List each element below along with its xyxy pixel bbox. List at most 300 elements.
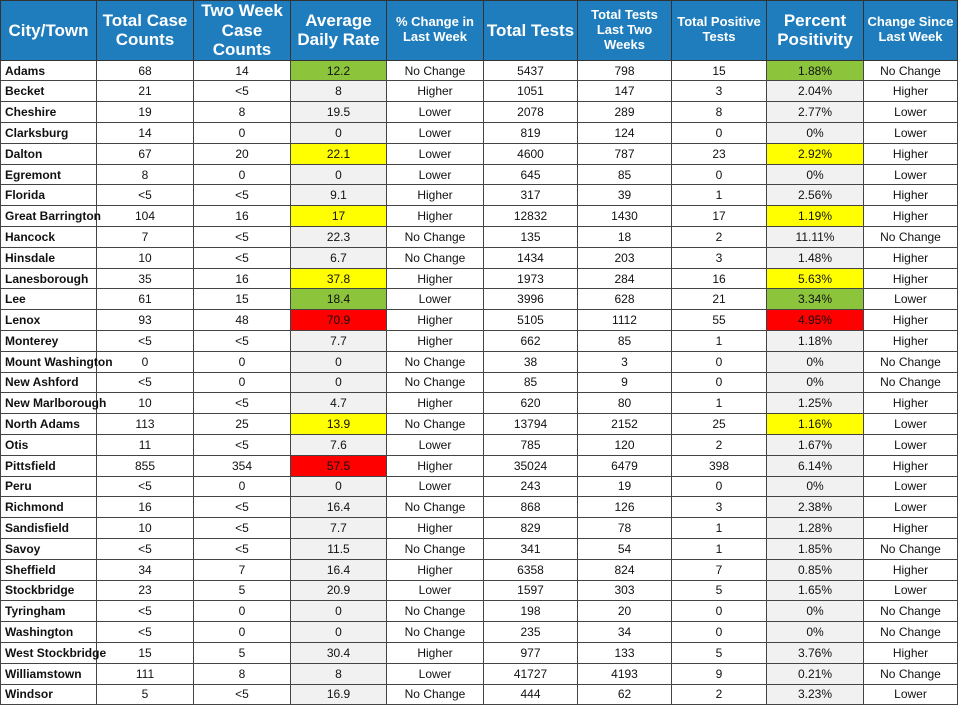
cell-average-daily-rate: 4.7 (291, 393, 387, 414)
table-row (1, 227, 958, 248)
cell-percent-change: Higher (387, 185, 484, 206)
cell-average-daily-rate: 0 (291, 601, 387, 622)
cell-percent-change: No Change (387, 684, 484, 705)
cell-change-since-last-week: Higher (864, 310, 958, 331)
table-row (1, 247, 958, 268)
cell-percent-positivity: 11.11% (767, 227, 864, 248)
table-row (1, 663, 958, 684)
cell-total-positive-tests: 0 (672, 123, 767, 144)
cell-percent-positivity: 3.23% (767, 684, 864, 705)
cell-total-tests-two-weeks: 80 (578, 393, 672, 414)
cell-percent-change: No Change (387, 538, 484, 559)
cell-average-daily-rate: 70.9 (291, 310, 387, 331)
cell-total-tests: 35024 (484, 455, 578, 476)
cell-total-tests-two-weeks: 1112 (578, 310, 672, 331)
cell-total-positive-tests: 1 (672, 185, 767, 206)
cell-average-daily-rate: 19.5 (291, 102, 387, 123)
cell-change-since-last-week: Higher (864, 559, 958, 580)
cell-average-daily-rate: 8 (291, 663, 387, 684)
cell-two-week-case-counts: <5 (194, 247, 291, 268)
cell-change-since-last-week: Lower (864, 164, 958, 185)
cell-city: Stockbridge (1, 580, 97, 601)
cell-total-positive-tests: 9 (672, 663, 767, 684)
header-total-tests: Total Tests (484, 1, 578, 61)
cell-change-since-last-week: Lower (864, 684, 958, 705)
cell-two-week-case-counts: <5 (194, 518, 291, 539)
cell-total-case-counts: 15 (97, 642, 194, 663)
header-two-week-case-counts: Two Week Case Counts (194, 1, 291, 61)
cell-change-since-last-week: Higher (864, 81, 958, 102)
cell-total-case-counts: <5 (97, 622, 194, 643)
cell-percent-change: No Change (387, 227, 484, 248)
cell-average-daily-rate: 30.4 (291, 642, 387, 663)
cell-city: Savoy (1, 538, 97, 559)
cell-percent-positivity: 3.34% (767, 289, 864, 310)
cell-percent-change: Lower (387, 164, 484, 185)
cell-percent-positivity: 0% (767, 164, 864, 185)
cell-total-tests-two-weeks: 824 (578, 559, 672, 580)
cell-total-tests: 977 (484, 642, 578, 663)
cell-total-tests-two-weeks: 62 (578, 684, 672, 705)
cell-two-week-case-counts: 0 (194, 476, 291, 497)
cell-two-week-case-counts: 5 (194, 580, 291, 601)
cell-percent-positivity: 1.19% (767, 206, 864, 227)
cell-total-tests-two-weeks: 120 (578, 434, 672, 455)
cell-total-tests-two-weeks: 78 (578, 518, 672, 539)
cell-average-daily-rate: 18.4 (291, 289, 387, 310)
header-percent-positivity: Percent Positivity (767, 1, 864, 61)
cell-city: Lee (1, 289, 97, 310)
cell-percent-positivity: 2.04% (767, 81, 864, 102)
cell-percent-positivity: 1.25% (767, 393, 864, 414)
cell-total-tests: 645 (484, 164, 578, 185)
cell-city: West Stockbridge (1, 642, 97, 663)
cell-change-since-last-week: Higher (864, 206, 958, 227)
cell-average-daily-rate: 20.9 (291, 580, 387, 601)
cell-total-positive-tests: 16 (672, 268, 767, 289)
cell-change-since-last-week: Lower (864, 414, 958, 435)
cell-total-tests: 620 (484, 393, 578, 414)
cell-percent-positivity: 2.92% (767, 143, 864, 164)
cell-average-daily-rate: 11.5 (291, 538, 387, 559)
cell-total-case-counts: 5 (97, 684, 194, 705)
cell-percent-change: Higher (387, 206, 484, 227)
cell-total-positive-tests: 21 (672, 289, 767, 310)
cell-percent-change: Higher (387, 518, 484, 539)
cell-total-case-counts: 19 (97, 102, 194, 123)
cell-percent-positivity: 1.18% (767, 331, 864, 352)
cell-total-tests: 1051 (484, 81, 578, 102)
cell-total-case-counts: 7 (97, 227, 194, 248)
cell-total-tests-two-weeks: 284 (578, 268, 672, 289)
cell-total-tests-two-weeks: 133 (578, 642, 672, 663)
cell-percent-change: Higher (387, 268, 484, 289)
cell-city: Clarksburg (1, 123, 97, 144)
cell-percent-change: Lower (387, 476, 484, 497)
cell-average-daily-rate: 37.8 (291, 268, 387, 289)
cell-change-since-last-week: Lower (864, 123, 958, 144)
cell-percent-change: Higher (387, 455, 484, 476)
header-total-positive-tests: Total Positive Tests (672, 1, 767, 61)
cell-two-week-case-counts: 0 (194, 622, 291, 643)
cell-two-week-case-counts: 354 (194, 455, 291, 476)
cell-total-positive-tests: 55 (672, 310, 767, 331)
cell-two-week-case-counts: <5 (194, 81, 291, 102)
table-row (1, 434, 958, 455)
cell-average-daily-rate: 0 (291, 622, 387, 643)
cell-total-tests: 235 (484, 622, 578, 643)
table-row (1, 143, 958, 164)
cell-total-tests: 6358 (484, 559, 578, 580)
cell-total-tests: 1597 (484, 580, 578, 601)
cell-total-tests-two-weeks: 9 (578, 372, 672, 393)
cell-total-tests: 317 (484, 185, 578, 206)
cell-total-positive-tests: 7 (672, 559, 767, 580)
cell-total-case-counts: <5 (97, 185, 194, 206)
cell-percent-change: No Change (387, 622, 484, 643)
cell-change-since-last-week: Lower (864, 102, 958, 123)
table-row (1, 351, 958, 372)
cell-two-week-case-counts: 15 (194, 289, 291, 310)
cell-two-week-case-counts: 0 (194, 164, 291, 185)
table-row (1, 642, 958, 663)
cell-change-since-last-week: Lower (864, 497, 958, 518)
cell-total-tests-two-weeks: 54 (578, 538, 672, 559)
cell-total-tests-two-weeks: 1430 (578, 206, 672, 227)
cell-average-daily-rate: 16.4 (291, 497, 387, 518)
cell-percent-positivity: 0% (767, 372, 864, 393)
cell-total-tests: 243 (484, 476, 578, 497)
cell-percent-change: Lower (387, 102, 484, 123)
cell-percent-change: Higher (387, 331, 484, 352)
cell-change-since-last-week: No Change (864, 60, 958, 81)
cell-percent-change: Higher (387, 310, 484, 331)
cell-change-since-last-week: No Change (864, 622, 958, 643)
cell-percent-change: Lower (387, 663, 484, 684)
cell-total-case-counts: 67 (97, 143, 194, 164)
cell-city: Monterey (1, 331, 97, 352)
cell-percent-change: Lower (387, 289, 484, 310)
cell-city: Egremont (1, 164, 97, 185)
cell-total-case-counts: <5 (97, 476, 194, 497)
cell-percent-change: No Change (387, 601, 484, 622)
cell-total-positive-tests: 1 (672, 518, 767, 539)
cell-total-case-counts: <5 (97, 372, 194, 393)
table-row (1, 538, 958, 559)
cell-change-since-last-week: Higher (864, 393, 958, 414)
cell-city: Dalton (1, 143, 97, 164)
header-percent-change: % Change in Last Week (387, 1, 484, 61)
cell-change-since-last-week: No Change (864, 372, 958, 393)
cell-total-case-counts: 10 (97, 518, 194, 539)
cell-total-tests: 2078 (484, 102, 578, 123)
cell-total-tests-two-weeks: 628 (578, 289, 672, 310)
cell-total-tests: 341 (484, 538, 578, 559)
cell-percent-positivity: 1.88% (767, 60, 864, 81)
header-row (1, 1, 958, 61)
cell-change-since-last-week: No Change (864, 601, 958, 622)
cell-percent-positivity: 6.14% (767, 455, 864, 476)
header-change-since-last-week: Change Since Last Week (864, 1, 958, 61)
table-row (1, 102, 958, 123)
cell-percent-positivity: 5.63% (767, 268, 864, 289)
header-total-tests-two-weeks: Total Tests Last Two Weeks (578, 1, 672, 61)
cell-percent-positivity: 1.85% (767, 538, 864, 559)
cell-total-tests-two-weeks: 3 (578, 351, 672, 372)
cell-city: Lanesborough (1, 268, 97, 289)
cell-average-daily-rate: 16.9 (291, 684, 387, 705)
cell-city: North Adams (1, 414, 97, 435)
cell-percent-positivity: 0.85% (767, 559, 864, 580)
cell-total-case-counts: 8 (97, 164, 194, 185)
cell-two-week-case-counts: 8 (194, 102, 291, 123)
cell-city: Lenox (1, 310, 97, 331)
cell-total-tests: 135 (484, 227, 578, 248)
cell-total-tests: 38 (484, 351, 578, 372)
cell-average-daily-rate: 17 (291, 206, 387, 227)
table-row (1, 372, 958, 393)
cell-percent-positivity: 1.28% (767, 518, 864, 539)
cell-city: Washington (1, 622, 97, 643)
cell-change-since-last-week: Lower (864, 289, 958, 310)
cell-total-case-counts: 34 (97, 559, 194, 580)
table-row (1, 393, 958, 414)
cell-total-tests-two-weeks: 85 (578, 164, 672, 185)
cell-total-tests: 662 (484, 331, 578, 352)
cell-total-tests: 85 (484, 372, 578, 393)
header-total-case-counts: Total Case Counts (97, 1, 194, 61)
cell-change-since-last-week: Higher (864, 642, 958, 663)
cell-total-tests: 1434 (484, 247, 578, 268)
cell-percent-change: Lower (387, 434, 484, 455)
cell-average-daily-rate: 22.1 (291, 143, 387, 164)
cell-change-since-last-week: No Change (864, 538, 958, 559)
cell-total-case-counts: <5 (97, 331, 194, 352)
cell-total-case-counts: 68 (97, 60, 194, 81)
cell-change-since-last-week: No Change (864, 663, 958, 684)
table-row (1, 455, 958, 476)
cell-total-case-counts: 93 (97, 310, 194, 331)
cell-total-tests: 12832 (484, 206, 578, 227)
cell-total-tests-two-weeks: 19 (578, 476, 672, 497)
cell-average-daily-rate: 0 (291, 372, 387, 393)
cell-percent-change: Higher (387, 393, 484, 414)
cell-two-week-case-counts: 20 (194, 143, 291, 164)
cell-total-positive-tests: 0 (672, 476, 767, 497)
cell-percent-change: Higher (387, 559, 484, 580)
cell-average-daily-rate: 0 (291, 351, 387, 372)
cell-percent-positivity: 2.56% (767, 185, 864, 206)
cell-change-since-last-week: No Change (864, 227, 958, 248)
cell-total-tests: 785 (484, 434, 578, 455)
cell-total-positive-tests: 23 (672, 143, 767, 164)
cell-total-case-counts: 0 (97, 351, 194, 372)
cell-total-case-counts: <5 (97, 601, 194, 622)
cell-two-week-case-counts: <5 (194, 497, 291, 518)
cell-total-case-counts: 14 (97, 123, 194, 144)
cell-two-week-case-counts: <5 (194, 393, 291, 414)
table-row (1, 622, 958, 643)
cell-change-since-last-week: Higher (864, 247, 958, 268)
cell-total-positive-tests: 3 (672, 497, 767, 518)
cell-total-case-counts: 111 (97, 663, 194, 684)
cell-total-tests-two-weeks: 303 (578, 580, 672, 601)
cell-total-positive-tests: 8 (672, 102, 767, 123)
cell-two-week-case-counts: 0 (194, 601, 291, 622)
table-row (1, 518, 958, 539)
cell-two-week-case-counts: 5 (194, 642, 291, 663)
table-row (1, 289, 958, 310)
cell-city: New Marlborough (1, 393, 97, 414)
cell-total-tests: 1973 (484, 268, 578, 289)
cell-total-tests-two-weeks: 798 (578, 60, 672, 81)
cell-city: Hinsdale (1, 247, 97, 268)
cell-two-week-case-counts: 7 (194, 559, 291, 580)
cell-total-case-counts: 23 (97, 580, 194, 601)
cell-total-tests: 3996 (484, 289, 578, 310)
cell-total-case-counts: 10 (97, 247, 194, 268)
cell-total-positive-tests: 398 (672, 455, 767, 476)
cell-total-positive-tests: 3 (672, 81, 767, 102)
cell-city: Cheshire (1, 102, 97, 123)
cell-percent-positivity: 1.65% (767, 580, 864, 601)
table-row (1, 310, 958, 331)
cell-two-week-case-counts: 14 (194, 60, 291, 81)
cell-total-tests-two-weeks: 2152 (578, 414, 672, 435)
cell-percent-positivity: 0% (767, 476, 864, 497)
cell-total-case-counts: 104 (97, 206, 194, 227)
cell-total-case-counts: 21 (97, 81, 194, 102)
cell-average-daily-rate: 13.9 (291, 414, 387, 435)
cell-two-week-case-counts: <5 (194, 331, 291, 352)
cell-total-case-counts: 113 (97, 414, 194, 435)
cell-total-positive-tests: 5 (672, 642, 767, 663)
cell-city: Williamstown (1, 663, 97, 684)
cell-percent-change: No Change (387, 351, 484, 372)
cell-percent-change: Higher (387, 642, 484, 663)
cell-two-week-case-counts: 0 (194, 351, 291, 372)
cell-two-week-case-counts: <5 (194, 227, 291, 248)
cell-average-daily-rate: 6.7 (291, 247, 387, 268)
cell-city: Florida (1, 185, 97, 206)
table-row (1, 414, 958, 435)
cell-total-tests: 819 (484, 123, 578, 144)
cell-change-since-last-week: Lower (864, 476, 958, 497)
cell-average-daily-rate: 8 (291, 81, 387, 102)
cell-total-positive-tests: 1 (672, 393, 767, 414)
cell-two-week-case-counts: 0 (194, 123, 291, 144)
cell-total-positive-tests: 2 (672, 227, 767, 248)
table-row (1, 497, 958, 518)
cell-average-daily-rate: 16.4 (291, 559, 387, 580)
table-row (1, 185, 958, 206)
cell-change-since-last-week: Higher (864, 331, 958, 352)
cell-total-tests: 198 (484, 601, 578, 622)
table-row (1, 206, 958, 227)
cell-total-positive-tests: 0 (672, 372, 767, 393)
cell-percent-change: No Change (387, 247, 484, 268)
cell-percent-positivity: 3.76% (767, 642, 864, 663)
cell-total-case-counts: <5 (97, 538, 194, 559)
cell-total-case-counts: 11 (97, 434, 194, 455)
cell-change-since-last-week: No Change (864, 351, 958, 372)
cell-percent-positivity: 0% (767, 601, 864, 622)
cell-two-week-case-counts: 25 (194, 414, 291, 435)
cell-total-tests: 868 (484, 497, 578, 518)
cell-change-since-last-week: Higher (864, 455, 958, 476)
cell-percent-positivity: 0% (767, 622, 864, 643)
cell-two-week-case-counts: <5 (194, 434, 291, 455)
cell-city: Hancock (1, 227, 97, 248)
cell-total-positive-tests: 17 (672, 206, 767, 227)
cell-average-daily-rate: 7.7 (291, 518, 387, 539)
cell-total-tests: 4600 (484, 143, 578, 164)
cell-percent-change: Lower (387, 143, 484, 164)
cell-two-week-case-counts: 16 (194, 206, 291, 227)
cell-total-tests: 829 (484, 518, 578, 539)
cell-percent-positivity: 0.21% (767, 663, 864, 684)
cell-percent-positivity: 2.38% (767, 497, 864, 518)
table-row (1, 123, 958, 144)
cell-percent-change: Lower (387, 580, 484, 601)
cell-total-positive-tests: 1 (672, 538, 767, 559)
cell-two-week-case-counts: <5 (194, 684, 291, 705)
cell-total-positive-tests: 3 (672, 247, 767, 268)
cell-total-positive-tests: 15 (672, 60, 767, 81)
cell-average-daily-rate: 22.3 (291, 227, 387, 248)
cell-average-daily-rate: 0 (291, 476, 387, 497)
cell-two-week-case-counts: <5 (194, 538, 291, 559)
cell-change-since-last-week: Higher (864, 268, 958, 289)
table-row (1, 601, 958, 622)
cell-change-since-last-week: Higher (864, 143, 958, 164)
cell-percent-positivity: 1.16% (767, 414, 864, 435)
cell-total-tests-two-weeks: 18 (578, 227, 672, 248)
cell-total-positive-tests: 0 (672, 622, 767, 643)
cell-two-week-case-counts: 0 (194, 372, 291, 393)
cell-total-case-counts: 35 (97, 268, 194, 289)
cell-percent-change: No Change (387, 372, 484, 393)
cell-change-since-last-week: Lower (864, 434, 958, 455)
cell-city: Mount Washington (1, 351, 97, 372)
cell-city: Pittsfield (1, 455, 97, 476)
cell-total-tests: 13794 (484, 414, 578, 435)
table-row (1, 60, 958, 81)
cell-total-tests-two-weeks: 126 (578, 497, 672, 518)
cell-total-positive-tests: 0 (672, 164, 767, 185)
cell-percent-positivity: 2.77% (767, 102, 864, 123)
cell-total-positive-tests: 0 (672, 601, 767, 622)
cell-average-daily-rate: 0 (291, 164, 387, 185)
cell-average-daily-rate: 7.6 (291, 434, 387, 455)
cell-total-tests-two-weeks: 39 (578, 185, 672, 206)
cell-total-positive-tests: 0 (672, 351, 767, 372)
cell-change-since-last-week: Higher (864, 185, 958, 206)
cell-average-daily-rate: 12.2 (291, 60, 387, 81)
cell-city: Otis (1, 434, 97, 455)
cell-total-tests-two-weeks: 34 (578, 622, 672, 643)
cell-total-tests: 5105 (484, 310, 578, 331)
cell-two-week-case-counts: 48 (194, 310, 291, 331)
cell-percent-change: Lower (387, 123, 484, 144)
cell-percent-positivity: 1.48% (767, 247, 864, 268)
cell-total-tests-two-weeks: 289 (578, 102, 672, 123)
cell-total-positive-tests: 2 (672, 434, 767, 455)
cell-percent-positivity: 0% (767, 123, 864, 144)
cell-city: Great Barrington (1, 206, 97, 227)
table-row (1, 580, 958, 601)
cell-two-week-case-counts: 8 (194, 663, 291, 684)
